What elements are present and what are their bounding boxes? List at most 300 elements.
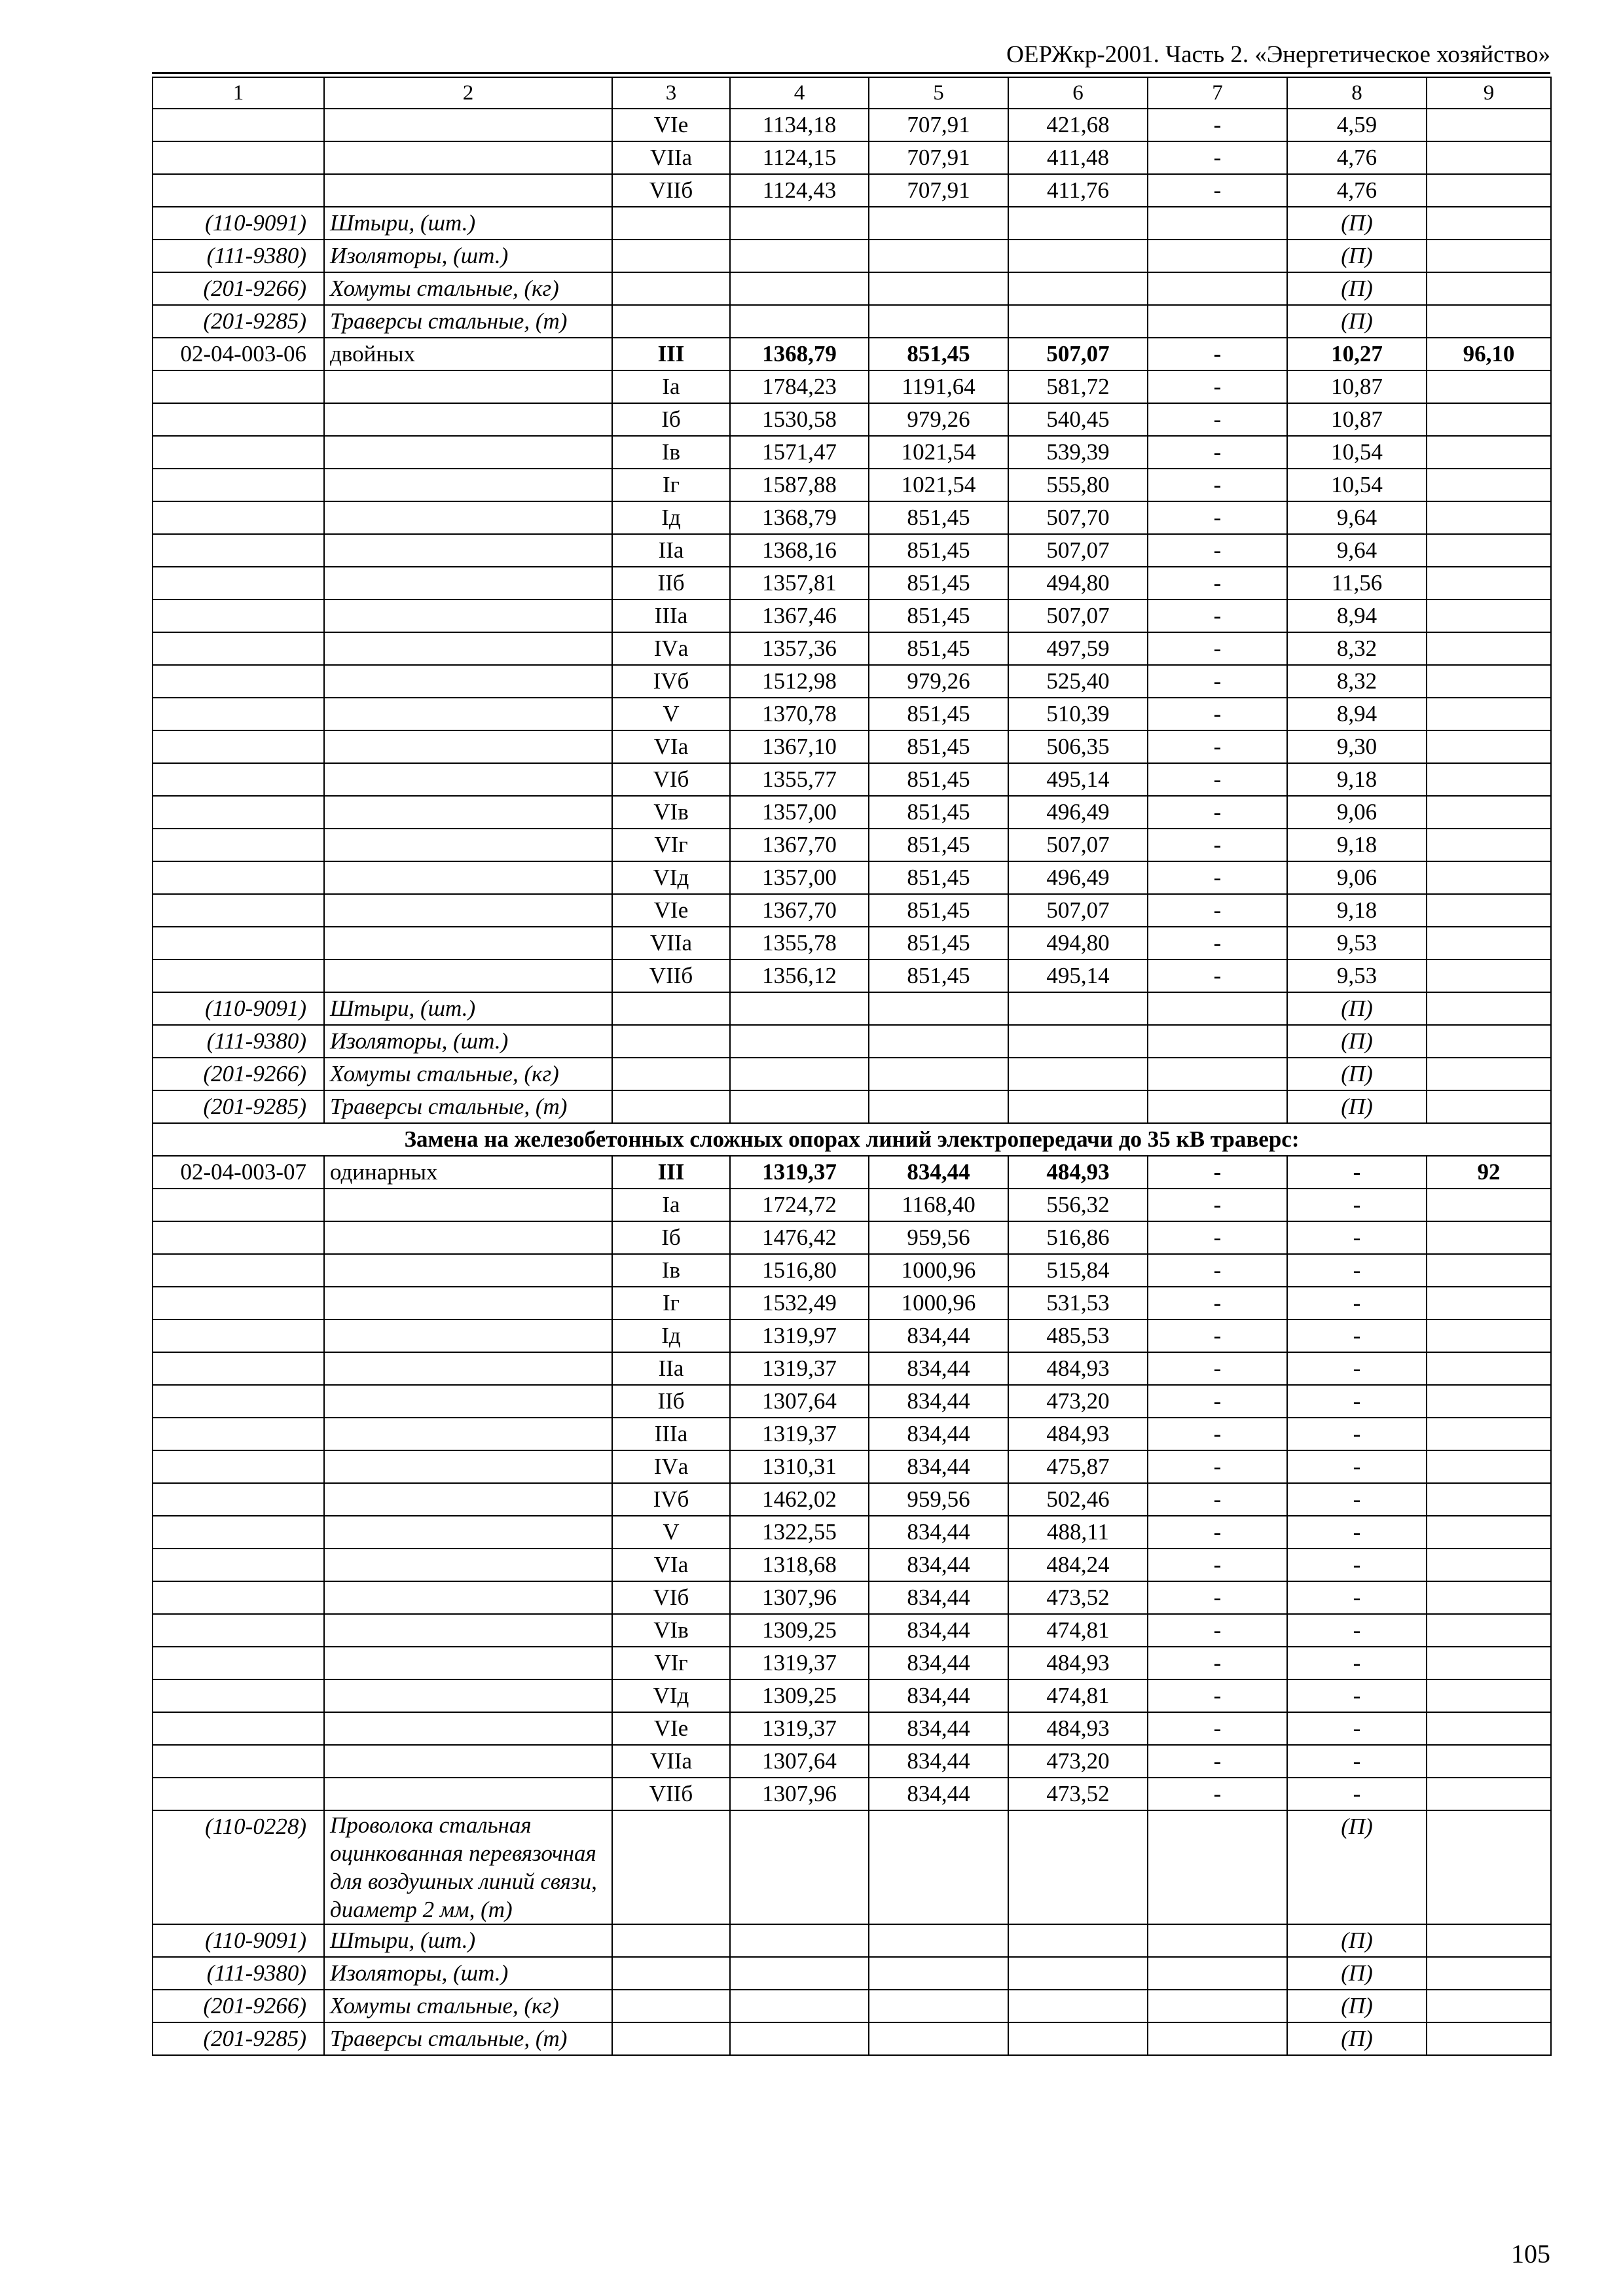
materials-cell: 4,76 [1287,174,1427,207]
code-cell [153,698,324,730]
code-cell [153,1483,324,1516]
region-cell: IIа [612,534,730,567]
wages-cell [869,305,1008,338]
operator-wages-cell: - [1148,1352,1287,1385]
code-cell: (110-9091) [153,992,324,1025]
materials-cell: - [1287,1516,1427,1549]
labor-cell: 96,10 [1427,338,1551,370]
table-row [153,1647,1551,1679]
table-row [153,1319,1551,1352]
rate-header-row [153,338,1551,370]
total-cost-cell: 1319,97 [730,1319,869,1352]
name-cell [324,534,612,567]
machines-cell [1008,1957,1148,1990]
wages-cell: 851,45 [869,698,1008,730]
column-number: 4 [730,77,869,109]
machines-cell [1008,2022,1148,2055]
region-cell [612,1058,730,1090]
name-cell: одинарных [324,1156,612,1189]
code-cell: (201-9266) [153,272,324,305]
wages-cell: 834,44 [869,1712,1008,1745]
name-cell [324,927,612,960]
name-cell [324,1549,612,1581]
operator-wages-cell: - [1148,1418,1287,1450]
name-cell: Изоляторы, (шт.) [324,1957,612,1990]
code-cell [153,1352,324,1385]
labor-cell [1427,796,1551,829]
table-row [153,403,1551,436]
labor-cell [1427,207,1551,240]
name-cell [324,1614,612,1647]
column-number: 9 [1427,77,1551,109]
total-cost-cell: 1319,37 [730,1156,869,1189]
region-cell: IVб [612,1483,730,1516]
materials-cell: - [1287,1647,1427,1679]
name-cell [324,1745,612,1778]
name-cell: двойных [324,338,612,370]
materials-cell: 4,59 [1287,109,1427,141]
table-row [153,632,1551,665]
total-cost-cell: 1355,78 [730,927,869,960]
table-row [153,730,1551,763]
code-cell: (201-9285) [153,2022,324,2055]
wages-cell: 834,44 [869,1418,1008,1450]
region-cell: V [612,1516,730,1549]
materials-cell: (П) [1287,240,1427,272]
wages-cell: 851,45 [869,960,1008,992]
labor-cell [1427,272,1551,305]
labor-cell [1427,1712,1551,1745]
wages-cell: 1191,64 [869,370,1008,403]
labor-cell [1427,1418,1551,1450]
wages-cell: 851,45 [869,501,1008,534]
materials-cell: 8,94 [1287,698,1427,730]
labor-cell [1427,1516,1551,1549]
table-row [153,370,1551,403]
region-cell: Iд [612,501,730,534]
code-cell [153,1647,324,1679]
wages-cell: 707,91 [869,109,1008,141]
materials-cell: - [1287,1156,1427,1189]
table-row [153,829,1551,861]
machines-cell: 507,70 [1008,501,1148,534]
column-number: 8 [1287,77,1427,109]
region-cell: IVа [612,632,730,665]
table-row [153,1418,1551,1450]
region-cell: VIа [612,730,730,763]
total-cost-cell [730,305,869,338]
materials-cell: 4,76 [1287,141,1427,174]
column-number: 2 [324,77,612,109]
machines-cell [1008,207,1148,240]
name-cell [324,698,612,730]
region-cell: VIб [612,763,730,796]
machines-cell: 495,14 [1008,960,1148,992]
machines-cell: 531,53 [1008,1287,1148,1319]
materials-cell: (П) [1287,272,1427,305]
code-cell [153,1549,324,1581]
machines-cell: 506,35 [1008,730,1148,763]
code-cell [153,1614,324,1647]
name-cell [324,861,612,894]
code-cell [153,370,324,403]
materials-cell: - [1287,1778,1427,1810]
name-cell [324,1352,612,1385]
wages-cell: 851,45 [869,534,1008,567]
name-cell: Штыри, (шт.) [324,1924,612,1957]
total-cost-cell: 1356,12 [730,960,869,992]
materials-cell: (П) [1287,305,1427,338]
operator-wages-cell [1148,1990,1287,2022]
wages-cell: 1021,54 [869,469,1008,501]
labor-cell [1427,1385,1551,1418]
table-row [153,469,1551,501]
operator-wages-cell: - [1148,829,1287,861]
materials-cell: (П) [1287,1058,1427,1090]
total-cost-cell [730,1025,869,1058]
operator-wages-cell: - [1148,1516,1287,1549]
wages-cell: 851,45 [869,796,1008,829]
operator-wages-cell [1148,1924,1287,1957]
table-row [153,894,1551,927]
materials-cell: 9,18 [1287,829,1427,861]
region-cell: VIIа [612,927,730,960]
name-cell [324,141,612,174]
code-cell [153,1254,324,1287]
operator-wages-cell: - [1148,1549,1287,1581]
wages-cell: 851,45 [869,338,1008,370]
machines-cell: 539,39 [1008,436,1148,469]
name-cell [324,1319,612,1352]
wages-cell: 959,56 [869,1483,1008,1516]
machines-cell: 484,93 [1008,1712,1148,1745]
operator-wages-cell: - [1148,436,1287,469]
machines-cell: 474,81 [1008,1679,1148,1712]
materials-cell: - [1287,1679,1427,1712]
name-cell [324,1287,612,1319]
wages-cell: 1000,96 [869,1254,1008,1287]
labor-cell [1427,861,1551,894]
name-cell [324,1189,612,1221]
machines-cell [1008,1810,1148,1924]
region-cell: VIв [612,796,730,829]
wages-cell [869,1990,1008,2022]
materials-cell: 10,87 [1287,370,1427,403]
name-cell [324,436,612,469]
operator-wages-cell [1148,305,1287,338]
total-cost-cell: 1357,36 [730,632,869,665]
column-number: 5 [869,77,1008,109]
wages-cell: 834,44 [869,1516,1008,1549]
material-row [153,1957,1551,1990]
total-cost-cell [730,272,869,305]
total-cost-cell: 1134,18 [730,109,869,141]
operator-wages-cell [1148,1025,1287,1058]
wages-cell: 834,44 [869,1352,1008,1385]
total-cost-cell: 1462,02 [730,1483,869,1516]
column-number: 6 [1008,77,1148,109]
code-cell: (110-9091) [153,207,324,240]
region-cell: VIд [612,861,730,894]
table-row [153,567,1551,600]
wages-cell: 834,44 [869,1679,1008,1712]
operator-wages-cell: - [1148,338,1287,370]
total-cost-cell: 1367,70 [730,894,869,927]
total-cost-cell: 1357,00 [730,861,869,894]
wages-cell: 834,44 [869,1614,1008,1647]
machines-cell: 496,49 [1008,796,1148,829]
machines-cell: 484,24 [1008,1549,1148,1581]
machines-cell: 510,39 [1008,698,1148,730]
operator-wages-cell: - [1148,1385,1287,1418]
table-row [153,1712,1551,1745]
total-cost-cell [730,1090,869,1123]
materials-cell: - [1287,1287,1427,1319]
labor-cell [1427,240,1551,272]
labor-cell [1427,829,1551,861]
total-cost-cell: 1309,25 [730,1679,869,1712]
machines-cell: 507,07 [1008,534,1148,567]
code-cell [153,730,324,763]
materials-cell: - [1287,1581,1427,1614]
materials-cell: (П) [1287,1990,1427,2022]
table-row [153,1221,1551,1254]
operator-wages-cell: - [1148,1254,1287,1287]
materials-cell: - [1287,1549,1427,1581]
machines-cell: 473,20 [1008,1385,1148,1418]
wages-cell: 1000,96 [869,1287,1008,1319]
labor-cell [1427,1287,1551,1319]
table-row [153,763,1551,796]
wages-cell: 959,56 [869,1221,1008,1254]
wages-cell: 851,45 [869,632,1008,665]
operator-wages-cell: - [1148,1156,1287,1189]
material-row [153,240,1551,272]
name-cell: Хомуты стальные, (кг) [324,272,612,305]
operator-wages-cell: - [1148,1450,1287,1483]
total-cost-cell: 1532,49 [730,1287,869,1319]
materials-cell: 10,87 [1287,403,1427,436]
machines-cell: 507,07 [1008,894,1148,927]
column-number: 1 [153,77,324,109]
labor-cell [1427,1254,1551,1287]
column-number: 3 [612,77,730,109]
total-cost-cell [730,2022,869,2055]
table-row [153,1483,1551,1516]
rate-header-row [153,1156,1551,1189]
materials-cell: (П) [1287,2022,1427,2055]
code-cell [153,632,324,665]
table-row [153,109,1551,141]
wages-cell: 851,45 [869,861,1008,894]
total-cost-cell: 1307,96 [730,1778,869,1810]
total-cost-cell: 1530,58 [730,403,869,436]
name-cell: Хомуты стальные, (кг) [324,1990,612,2022]
code-cell: (110-0228) [153,1810,324,1924]
region-cell [612,2022,730,2055]
region-cell: VIIа [612,1745,730,1778]
machines-cell: 515,84 [1008,1254,1148,1287]
machines-cell: 516,86 [1008,1221,1148,1254]
materials-cell: 9,06 [1287,861,1427,894]
table-row [153,665,1551,698]
total-cost-cell: 1367,46 [730,600,869,632]
page-number: 105 [1511,2239,1550,2269]
machines-cell: 525,40 [1008,665,1148,698]
material-row [153,1924,1551,1957]
region-cell: Iв [612,436,730,469]
materials-cell: (П) [1287,1924,1427,1957]
labor-cell [1427,1810,1551,1924]
machines-cell: 540,45 [1008,403,1148,436]
name-cell [324,501,612,534]
code-cell [153,829,324,861]
code-cell [153,469,324,501]
labor-cell [1427,1058,1551,1090]
materials-cell: - [1287,1319,1427,1352]
operator-wages-cell [1148,1090,1287,1123]
wages-cell [869,1957,1008,1990]
operator-wages-cell: - [1148,698,1287,730]
wages-cell [869,207,1008,240]
section-heading: Замена на железобетонных сложных опорах линий электропередачи до 35 кВ траверс: [153,1123,1551,1156]
name-cell [324,960,612,992]
total-cost-cell: 1571,47 [730,436,869,469]
wages-cell: 834,44 [869,1549,1008,1581]
total-cost-cell: 1309,25 [730,1614,869,1647]
total-cost-cell [730,1810,869,1924]
code-cell [153,534,324,567]
code-cell [153,1189,324,1221]
operator-wages-cell: - [1148,632,1287,665]
operator-wages-cell: - [1148,567,1287,600]
total-cost-cell: 1587,88 [730,469,869,501]
code-cell [153,960,324,992]
wages-cell [869,1058,1008,1090]
machines-cell: 484,93 [1008,1156,1148,1189]
operator-wages-cell: - [1148,861,1287,894]
total-cost-cell: 1355,77 [730,763,869,796]
rates-table [152,77,1552,2056]
region-cell: VIIб [612,174,730,207]
labor-cell [1427,1352,1551,1385]
machines-cell: 411,76 [1008,174,1148,207]
name-cell [324,632,612,665]
operator-wages-cell: - [1148,1189,1287,1221]
region-cell: Iа [612,370,730,403]
code-cell [153,1319,324,1352]
machines-cell: 473,52 [1008,1778,1148,1810]
name-cell [324,174,612,207]
machines-cell [1008,1924,1148,1957]
operator-wages-cell: - [1148,1221,1287,1254]
labor-cell [1427,469,1551,501]
operator-wages-cell: - [1148,1647,1287,1679]
machines-cell [1008,272,1148,305]
table-row [153,1778,1551,1810]
region-cell: IVа [612,1450,730,1483]
machines-cell: 494,80 [1008,567,1148,600]
machines-cell [1008,1990,1148,2022]
table-row [153,1189,1551,1221]
region-cell: VIд [612,1679,730,1712]
labor-cell [1427,665,1551,698]
wages-cell [869,1090,1008,1123]
table-row [153,1581,1551,1614]
operator-wages-cell: - [1148,109,1287,141]
materials-cell: - [1287,1418,1427,1450]
wages-cell: 851,45 [869,730,1008,763]
column-number: 7 [1148,77,1287,109]
materials-cell: (П) [1287,992,1427,1025]
region-cell [612,1810,730,1924]
machines-cell: 507,07 [1008,338,1148,370]
materials-cell: 9,18 [1287,763,1427,796]
machines-cell: 497,59 [1008,632,1148,665]
wages-cell: 834,44 [869,1450,1008,1483]
table-row [153,534,1551,567]
operator-wages-cell: - [1148,796,1287,829]
machines-cell: 484,93 [1008,1418,1148,1450]
materials-cell: - [1287,1352,1427,1385]
wages-cell: 834,44 [869,1778,1008,1810]
labor-cell [1427,109,1551,141]
labor-cell [1427,894,1551,927]
region-cell: V [612,698,730,730]
wages-cell: 851,45 [869,600,1008,632]
machines-cell: 473,52 [1008,1581,1148,1614]
material-row [153,1025,1551,1058]
name-cell [324,109,612,141]
name-cell [324,829,612,861]
region-cell [612,240,730,272]
region-cell: VIIа [612,141,730,174]
materials-cell: 8,32 [1287,665,1427,698]
region-cell: IVб [612,665,730,698]
materials-cell: 9,30 [1287,730,1427,763]
labor-cell [1427,927,1551,960]
machines-cell: 495,14 [1008,763,1148,796]
total-cost-cell: 1367,10 [730,730,869,763]
operator-wages-cell [1148,207,1287,240]
labor-cell [1427,1581,1551,1614]
region-cell [612,1090,730,1123]
code-cell [153,1287,324,1319]
labor-cell [1427,436,1551,469]
total-cost-cell: 1476,42 [730,1221,869,1254]
total-cost-cell: 1322,55 [730,1516,869,1549]
table-row [153,501,1551,534]
region-cell: Iб [612,1221,730,1254]
machines-cell: 488,11 [1008,1516,1148,1549]
materials-cell: - [1287,1712,1427,1745]
materials-cell: 8,32 [1287,632,1427,665]
rates-table-body [153,77,1551,2055]
code-cell [153,1418,324,1450]
table-row [153,1614,1551,1647]
labor-cell [1427,1990,1551,2022]
name-cell [324,1516,612,1549]
name-cell [324,1581,612,1614]
code-cell [153,174,324,207]
labor-cell [1427,1924,1551,1957]
total-cost-cell: 1357,00 [730,796,869,829]
region-cell: Iа [612,1189,730,1221]
materials-cell: 9,06 [1287,796,1427,829]
total-cost-cell: 1319,37 [730,1352,869,1385]
code-cell [153,109,324,141]
machines-cell: 507,07 [1008,829,1148,861]
